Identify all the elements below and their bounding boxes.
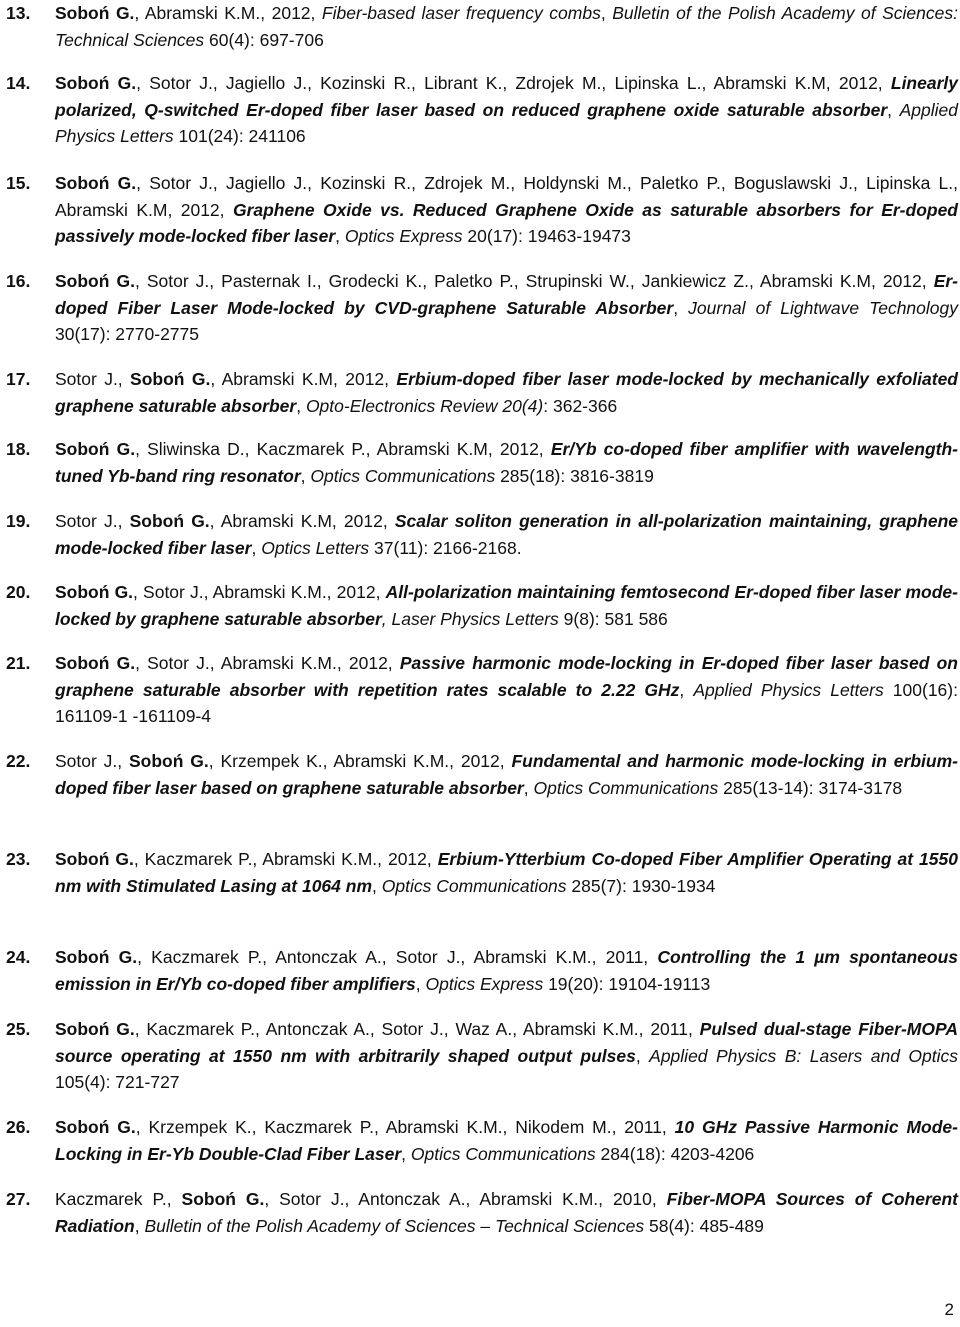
reference-entry <box>0 70 958 150</box>
citation-text: 60(4): 697-706 <box>204 29 324 50</box>
article-title: Linearly polarized, Q-switched Er-doped fiber laser based on reduced graphene oxide saturable absorber <box>55 73 958 120</box>
reference-entry <box>0 170 958 250</box>
citation-text: , Krzempek K., Kaczmarek P., Abramski K.M., Nikodem M., 2011, <box>135 1117 675 1137</box>
journal-name: Applied Physics Letters <box>55 99 958 146</box>
citation-text: , Abramski K.M., 2012, <box>134 3 322 23</box>
citation-text: , Kaczmarek P., Antonczak A., Sotor J., Waz A., Abramski K.M., 2011, <box>134 1019 700 1039</box>
journal-name: , Laser Physics Letters <box>381 608 559 629</box>
citation-text: , <box>600 3 613 23</box>
citation-text: , <box>401 1143 411 1164</box>
reference-text <box>55 170 958 250</box>
reference-number: 25. <box>6 1019 31 1039</box>
citation-text: , <box>372 875 382 896</box>
reference-entry <box>0 944 958 997</box>
citation-text: , <box>523 777 534 798</box>
citation-text: , Sliwinska D., Kaczmarek P., Abramski K.M, 2012, <box>135 439 551 459</box>
citation-text: , <box>300 465 311 486</box>
citation-text: , Kaczmarek P., Abramski K.M., 2012, <box>133 849 438 869</box>
reference-number: 26. <box>6 1117 31 1137</box>
citation-text: , Abramski K.M, 2012, <box>209 511 395 531</box>
citation-text: , Sotor J., Abramski K.M., 2012, <box>133 582 386 602</box>
citation-text: 37(11): 2166-2168. <box>369 537 522 558</box>
reference-number: 15. <box>6 173 31 193</box>
article-title: Fundamental and harmonic mode-locking in erbium-doped fiber laser based on graphene saturable absorber <box>55 751 958 798</box>
citation-text: Sotor J., <box>55 511 130 531</box>
reference-text <box>55 1186 958 1239</box>
reference-entry <box>0 748 958 801</box>
article-title: Graphene Oxide vs. Reduced Graphene Oxide as saturable absorbers for Er-doped passively mode-locked fiber laser <box>55 199 958 246</box>
citation-text: 285(7): 1930-1934 <box>566 875 716 896</box>
reference-text <box>55 846 958 899</box>
article-title: Scalar soliton generation in all-polarization maintaining, graphene mode-locked fiber laser <box>55 511 958 558</box>
reference-number: 16. <box>6 271 31 291</box>
author-name: Soboń G. <box>129 751 209 771</box>
citation-text: 284(18): 4203-4206 <box>595 1143 755 1164</box>
citation-text: , <box>673 297 689 318</box>
article-title: All-polarization maintaining femtosecond Er-doped fiber laser mode-locked by graphene saturable absorber <box>55 582 958 629</box>
author-name: Soboń G. <box>55 271 135 291</box>
citation-text: , Sotor J., Jagiello J., Kozinski R., Zdrojek M., Holdynski M., Paletko P., Boguslawski J., Lipinska L., Abramski K.M, 2012, <box>55 173 958 220</box>
article-title: Er/Yb co-doped fiber amplifier with wavelength-tuned Yb-band ring resonator <box>55 439 958 486</box>
author-name: Soboń G. <box>130 369 211 389</box>
reference-text <box>55 1114 958 1167</box>
citation-text: , <box>887 99 900 120</box>
citation-text: , Abramski K.M, 2012, <box>210 369 397 389</box>
journal-name: Optics Letters <box>261 537 370 558</box>
citation-text: 30(17): 2770-2775 <box>55 324 199 344</box>
citation-text: 285(13-14): 3174-3178 <box>718 777 903 798</box>
citation-text: 9(8): 581 586 <box>558 608 668 629</box>
journal-name: Optics Communications <box>533 777 719 798</box>
reference-text <box>55 944 958 997</box>
citation-text: 19(20): 19104-19113 <box>543 973 711 994</box>
author-name: Soboń G. <box>55 1019 135 1039</box>
reference-text <box>55 70 958 150</box>
reference-entry <box>0 1114 958 1167</box>
article-title: Passive harmonic mode-locking in Er-doped fiber laser based on graphene saturable absorber with repetition rates scalable to 2.22 GHz <box>55 653 958 700</box>
reference-text <box>55 579 958 632</box>
article-title: Er-doped Fiber Laser Mode-locked by CVD-graphene Saturable Absorber <box>55 271 958 318</box>
citation-text: : 362-366 <box>543 395 618 416</box>
reference-number: 13. <box>6 3 31 23</box>
reference-entry <box>0 846 958 899</box>
reference-entry <box>0 1186 958 1239</box>
author-name: Soboń G. <box>181 1189 265 1209</box>
citation-text: , Sotor J., Jagiello J., Kozinski R., Librant K., Zdrojek M., Lipinska L., Abramski K.M, 2012, <box>136 73 891 93</box>
author-name: Soboń G. <box>129 511 210 531</box>
journal-name: Optics Communications <box>381 875 567 896</box>
citation-text: , Kaczmarek P., Antonczak A., Sotor J., Abramski K.M., 2011, <box>137 947 658 967</box>
citation-text: , <box>635 1045 650 1066</box>
citation-text: Kaczmarek P., <box>55 1189 182 1209</box>
citation-text: , <box>134 1215 145 1236</box>
citation-text: , <box>415 973 426 994</box>
citation-text: 58(4): 485-489 <box>644 1215 764 1236</box>
article-title: Fiber-MOPA Sources of Coherent Radiation <box>55 1189 958 1236</box>
reference-entry <box>0 268 958 348</box>
journal-name: Applied Physics B: Lasers and Optics <box>649 1045 958 1066</box>
reference-entry <box>0 366 958 419</box>
reference-text <box>55 1016 958 1096</box>
journal-name: Optics Express <box>425 973 544 994</box>
journal-name: Journal of Lightwave Technology <box>688 297 958 318</box>
reference-text <box>55 436 958 489</box>
journal-name: Optics Express <box>344 226 463 246</box>
article-title: Controlling the 1 µm spontaneous emission in Er/Yb co-doped fiber amplifiers <box>55 947 958 994</box>
author-name: Soboń G. <box>55 1117 136 1137</box>
author-name: Soboń G. <box>55 173 137 193</box>
journal-name: Applied Physics Letters <box>693 679 884 700</box>
reference-entry <box>0 436 958 489</box>
citation-text: Sotor J., <box>55 369 131 389</box>
author-name: Soboń G. <box>55 73 137 93</box>
reference-number: 27. <box>6 1189 31 1209</box>
citation-text: Sotor J., <box>55 751 129 771</box>
citation-text: 20(17): 19463-19473 <box>462 226 631 246</box>
journal-name: Optics Communications <box>410 1143 596 1164</box>
journal-name: Opto-Electronics Review 20(4) <box>305 395 544 416</box>
reference-number: 17. <box>6 369 31 389</box>
reference-text <box>55 748 958 801</box>
reference-number: 22. <box>6 751 31 771</box>
author-name: Soboń G. <box>55 439 136 459</box>
citation-text: , Sotor J., Antonczak A., Abramski K.M., 2010, <box>264 1189 667 1209</box>
reference-text <box>55 0 958 53</box>
journal-name: Optics Communications <box>310 465 496 486</box>
citation-text: , <box>296 395 306 416</box>
journal-name: Bulletin of the Polish Academy of Sciences – Technical Sciences <box>144 1215 645 1236</box>
article-title: Erbium-Ytterbium Co-doped Fiber Amplifier Operating at 1550 nm with Stimulated Lasing at 1064 nm <box>55 849 958 896</box>
article-title: Pulsed dual-stage Fiber-MOPA source operating at 1550 nm with arbitrarily shaped output pulses <box>55 1019 959 1066</box>
author-name: Soboń G. <box>55 582 134 602</box>
reference-entry <box>0 0 958 53</box>
reference-number: 23. <box>6 849 31 869</box>
reference-text <box>55 650 958 730</box>
citation-text: , <box>251 537 262 558</box>
journal-name: Fiber-based laser frequency combs <box>321 3 601 23</box>
reference-entry <box>0 508 958 561</box>
reference-text <box>55 268 958 348</box>
journal-name: Bulletin of the Polish Academy of Sciences: Technical Sciences <box>55 3 958 50</box>
citation-text: , Sotor J., Pasternak I., Grodecki K., Paletko P., Strupinski W., Jankiewicz Z., Abramski K.M, 2012, <box>134 271 934 291</box>
author-name: Soboń G. <box>55 947 138 967</box>
reference-number: 14. <box>6 73 31 93</box>
reference-entry <box>0 650 958 730</box>
citation-text: 101(24): 241106 <box>173 126 306 146</box>
article-title: Erbium-doped fiber laser mode-locked by mechanically exfoliated graphene saturable absorber <box>55 369 958 416</box>
reference-number: 18. <box>6 439 31 459</box>
article-title: 10 GHz Passive Harmonic Mode-Locking in Er-Yb Double-Clad Fiber Laser <box>55 1117 958 1164</box>
reference-number: 21. <box>6 653 31 673</box>
citation-text: , <box>335 226 345 246</box>
reference-entry <box>0 1016 958 1096</box>
reference-number: 20. <box>6 582 31 602</box>
reference-entry <box>0 579 958 632</box>
reference-text <box>55 366 958 419</box>
citation-text: 285(18): 3816-3819 <box>495 465 654 486</box>
author-name: Soboń G. <box>55 653 136 673</box>
reference-number: 19. <box>6 511 31 531</box>
citation-text: , <box>679 679 694 700</box>
citation-text: , Krzempek K., Abramski K.M., 2012, <box>208 751 512 771</box>
page-number: 2 <box>944 1300 954 1319</box>
citation-text: , Sotor J., Abramski K.M., 2012, <box>135 653 400 673</box>
reference-number: 24. <box>6 947 31 967</box>
citation-text: 105(4): 721-727 <box>55 1072 180 1092</box>
author-name: Soboń G. <box>55 3 135 23</box>
reference-text <box>55 508 958 561</box>
citation-text: 100(16): 161109-1 -161109-4 <box>55 679 958 726</box>
author-name: Soboń G. <box>55 849 134 869</box>
